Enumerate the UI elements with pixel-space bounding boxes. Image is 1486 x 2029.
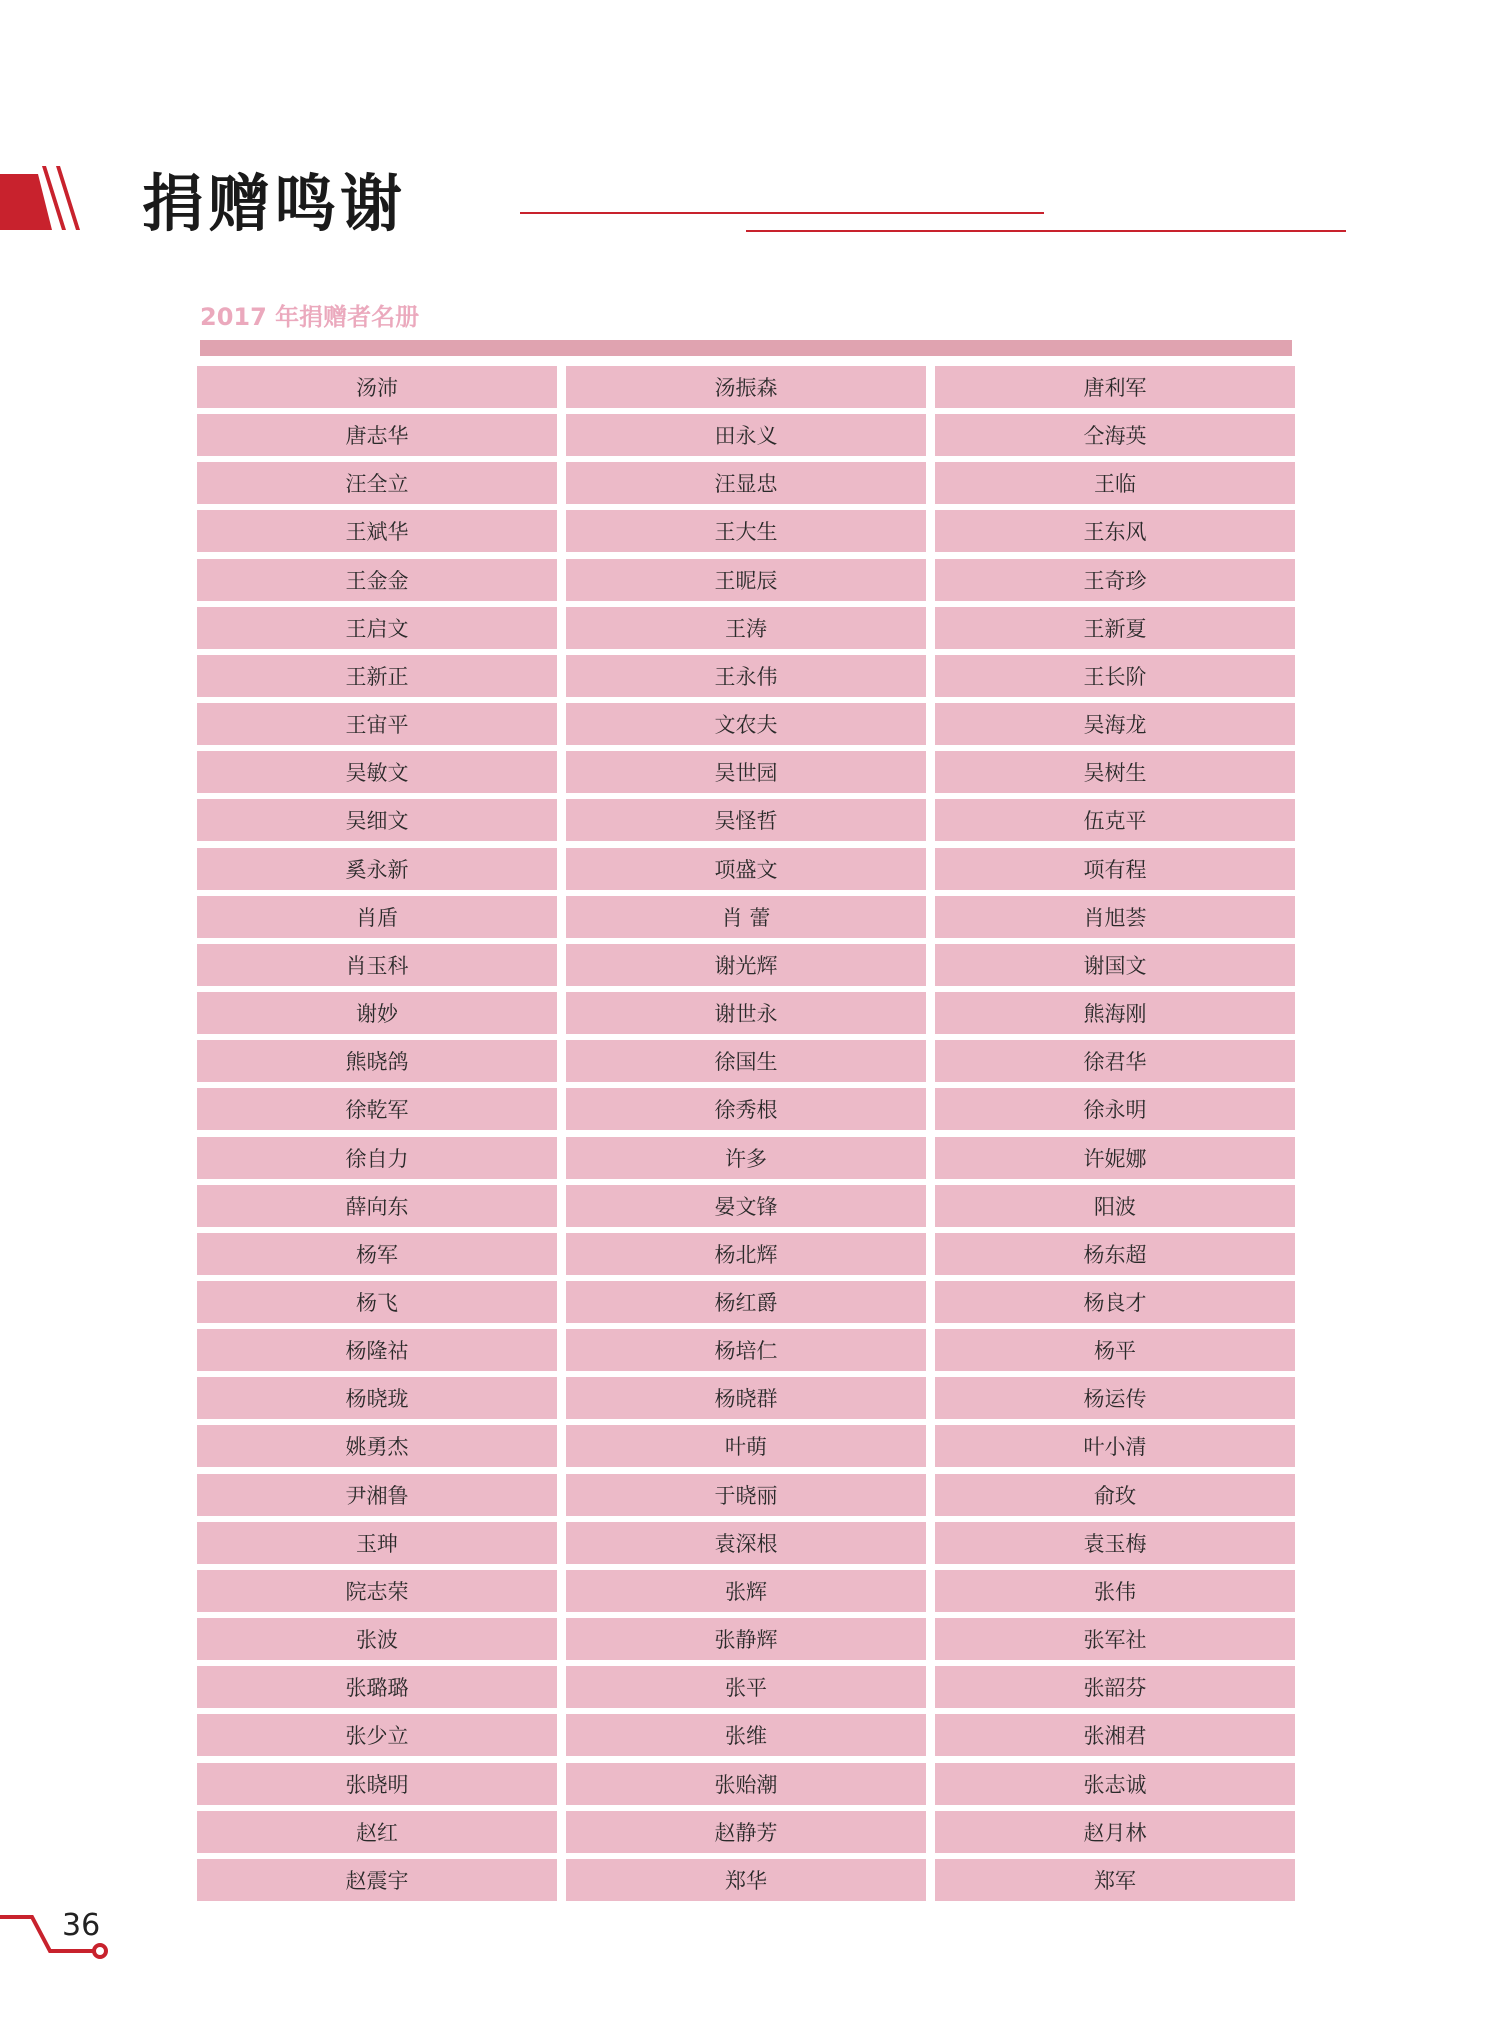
donor-name-cell: 院志荣 (197, 1570, 557, 1612)
donor-name-cell: 熊晓鸽 (197, 1040, 557, 1082)
donor-name-cell: 赵静芳 (566, 1811, 926, 1853)
table-row (197, 462, 1295, 504)
table-row (197, 1425, 1295, 1467)
table-row (197, 1088, 1295, 1130)
donor-name-cell: 叶小清 (935, 1425, 1295, 1467)
table-row (197, 703, 1295, 745)
donor-name-cell: 张维 (566, 1714, 926, 1756)
donor-table (197, 366, 1295, 1907)
donor-name-cell: 吴树生 (935, 751, 1295, 793)
table-row (197, 1040, 1295, 1082)
title-divider-upper (520, 212, 1044, 214)
donor-name-cell: 汤振森 (566, 366, 926, 408)
donor-name-cell: 吴怪哲 (566, 799, 926, 841)
donor-name-cell: 张晓明 (197, 1763, 557, 1805)
donor-name-cell: 奚永新 (197, 848, 557, 890)
donor-name-cell: 郑华 (566, 1859, 926, 1901)
donor-name-cell: 王涛 (566, 607, 926, 649)
donor-name-cell: 杨军 (197, 1233, 557, 1275)
donor-name-cell: 汪显忠 (566, 462, 926, 504)
footer-line-icon (0, 1905, 120, 1985)
donor-name-cell: 张韶芬 (935, 1666, 1295, 1708)
donor-name-cell: 袁深根 (566, 1522, 926, 1564)
donor-name-cell: 唐利军 (935, 366, 1295, 408)
donor-name-cell: 徐秀根 (566, 1088, 926, 1130)
donor-name-cell: 玉珅 (197, 1522, 557, 1564)
table-header-bar (200, 340, 1292, 356)
donor-name-cell: 王临 (935, 462, 1295, 504)
donor-name-cell: 汪全立 (197, 462, 557, 504)
donor-name-cell: 王宙平 (197, 703, 557, 745)
donor-name-cell: 王新夏 (935, 607, 1295, 649)
donor-name-cell: 张波 (197, 1618, 557, 1660)
donor-name-cell: 王新正 (197, 655, 557, 697)
donor-name-cell: 汤沛 (197, 366, 557, 408)
donor-name-cell: 徐永明 (935, 1088, 1295, 1130)
decorative-stripes-icon (0, 166, 100, 238)
table-row (197, 1281, 1295, 1323)
donor-name-cell: 肖 蕾 (566, 896, 926, 938)
table-row (197, 1522, 1295, 1564)
table-row (197, 944, 1295, 986)
donor-name-cell: 伍克平 (935, 799, 1295, 841)
table-row (197, 1233, 1295, 1275)
donor-name-cell: 阳波 (935, 1185, 1295, 1227)
table-row (197, 1570, 1295, 1612)
table-row (197, 414, 1295, 456)
table-row (197, 1474, 1295, 1516)
donor-name-cell: 文农夫 (566, 703, 926, 745)
donor-name-cell: 许多 (566, 1137, 926, 1179)
donor-name-cell: 肖盾 (197, 896, 557, 938)
donor-name-cell: 晏文锋 (566, 1185, 926, 1227)
donor-name-cell: 郑军 (935, 1859, 1295, 1901)
donor-name-cell: 张静辉 (566, 1618, 926, 1660)
donor-name-cell: 王永伟 (566, 655, 926, 697)
donor-name-cell: 张军社 (935, 1618, 1295, 1660)
donor-name-cell: 杨东超 (935, 1233, 1295, 1275)
donor-name-cell: 杨运传 (935, 1377, 1295, 1419)
donor-name-cell: 杨晓群 (566, 1377, 926, 1419)
donor-name-cell: 袁玉梅 (935, 1522, 1295, 1564)
donor-name-cell: 尹湘鲁 (197, 1474, 557, 1516)
donor-name-cell: 王长阶 (935, 655, 1295, 697)
table-row (197, 896, 1295, 938)
table-row (197, 1763, 1295, 1805)
table-row (197, 1137, 1295, 1179)
donor-name-cell: 熊海刚 (935, 992, 1295, 1034)
donor-name-cell: 俞玫 (935, 1474, 1295, 1516)
donor-name-cell: 项盛文 (566, 848, 926, 890)
donor-name-cell: 杨红爵 (566, 1281, 926, 1323)
donor-name-cell: 谢光辉 (566, 944, 926, 986)
donor-name-cell: 杨培仁 (566, 1329, 926, 1371)
donor-name-cell: 吴海龙 (935, 703, 1295, 745)
donor-name-cell: 肖玉科 (197, 944, 557, 986)
donor-name-cell: 谢国文 (935, 944, 1295, 986)
donor-name-cell: 谢妙 (197, 992, 557, 1034)
donor-name-cell: 吴世园 (566, 751, 926, 793)
donor-name-cell: 王东风 (935, 510, 1295, 552)
donor-name-cell: 赵红 (197, 1811, 557, 1853)
donor-name-cell: 徐君华 (935, 1040, 1295, 1082)
donor-name-cell: 仝海英 (935, 414, 1295, 456)
page-number: 36 (62, 1908, 101, 1943)
donor-name-cell: 项有程 (935, 848, 1295, 890)
donor-name-cell: 王大生 (566, 510, 926, 552)
page-title: 捐赠鸣谢 (142, 167, 407, 240)
donor-name-cell: 杨晓珑 (197, 1377, 557, 1419)
donor-name-cell: 王金金 (197, 559, 557, 601)
donor-name-cell: 张志诚 (935, 1763, 1295, 1805)
table-row (197, 799, 1295, 841)
donor-name-cell: 薛向东 (197, 1185, 557, 1227)
donor-name-cell: 张伟 (935, 1570, 1295, 1612)
table-row (197, 559, 1295, 601)
table-row (197, 1185, 1295, 1227)
donor-name-cell: 张璐璐 (197, 1666, 557, 1708)
donor-name-cell: 田永义 (566, 414, 926, 456)
donor-name-cell: 于晓丽 (566, 1474, 926, 1516)
table-row (197, 1714, 1295, 1756)
table-row (197, 655, 1295, 697)
donor-name-cell: 徐自力 (197, 1137, 557, 1179)
donor-name-cell: 杨良才 (935, 1281, 1295, 1323)
donor-name-cell: 赵震宇 (197, 1859, 557, 1901)
section-title: 2017 年捐赠者名册 (200, 303, 420, 331)
table-row (197, 751, 1295, 793)
table-row (197, 510, 1295, 552)
donor-name-cell: 王昵辰 (566, 559, 926, 601)
donor-name-cell: 张辉 (566, 1570, 926, 1612)
table-row (197, 992, 1295, 1034)
table-row (197, 607, 1295, 649)
table-row (197, 1859, 1295, 1901)
table-row (197, 1811, 1295, 1853)
donor-name-cell: 杨隆祜 (197, 1329, 557, 1371)
donor-name-cell: 许妮娜 (935, 1137, 1295, 1179)
table-row (197, 1329, 1295, 1371)
donor-name-cell: 徐国生 (566, 1040, 926, 1082)
donor-name-cell: 吴细文 (197, 799, 557, 841)
donor-name-cell: 肖旭荟 (935, 896, 1295, 938)
donor-name-cell: 王斌华 (197, 510, 557, 552)
donor-name-cell: 徐乾军 (197, 1088, 557, 1130)
donor-name-cell: 赵月林 (935, 1811, 1295, 1853)
donor-name-cell: 张湘君 (935, 1714, 1295, 1756)
table-row (197, 1666, 1295, 1708)
table-row (197, 366, 1295, 408)
donor-name-cell: 姚勇杰 (197, 1425, 557, 1467)
table-row (197, 848, 1295, 890)
table-row (197, 1377, 1295, 1419)
donor-name-cell: 张少立 (197, 1714, 557, 1756)
donor-name-cell: 唐志华 (197, 414, 557, 456)
donor-name-cell: 杨飞 (197, 1281, 557, 1323)
donor-name-cell: 王奇珍 (935, 559, 1295, 601)
donor-name-cell: 杨平 (935, 1329, 1295, 1371)
donor-name-cell: 张贻潮 (566, 1763, 926, 1805)
donor-name-cell: 张平 (566, 1666, 926, 1708)
donor-name-cell: 谢世永 (566, 992, 926, 1034)
donor-name-cell: 吴敏文 (197, 751, 557, 793)
donor-name-cell: 杨北辉 (566, 1233, 926, 1275)
donor-name-cell: 叶萌 (566, 1425, 926, 1467)
donor-name-cell: 王启文 (197, 607, 557, 649)
title-divider-lower (746, 230, 1346, 232)
table-row (197, 1618, 1295, 1660)
